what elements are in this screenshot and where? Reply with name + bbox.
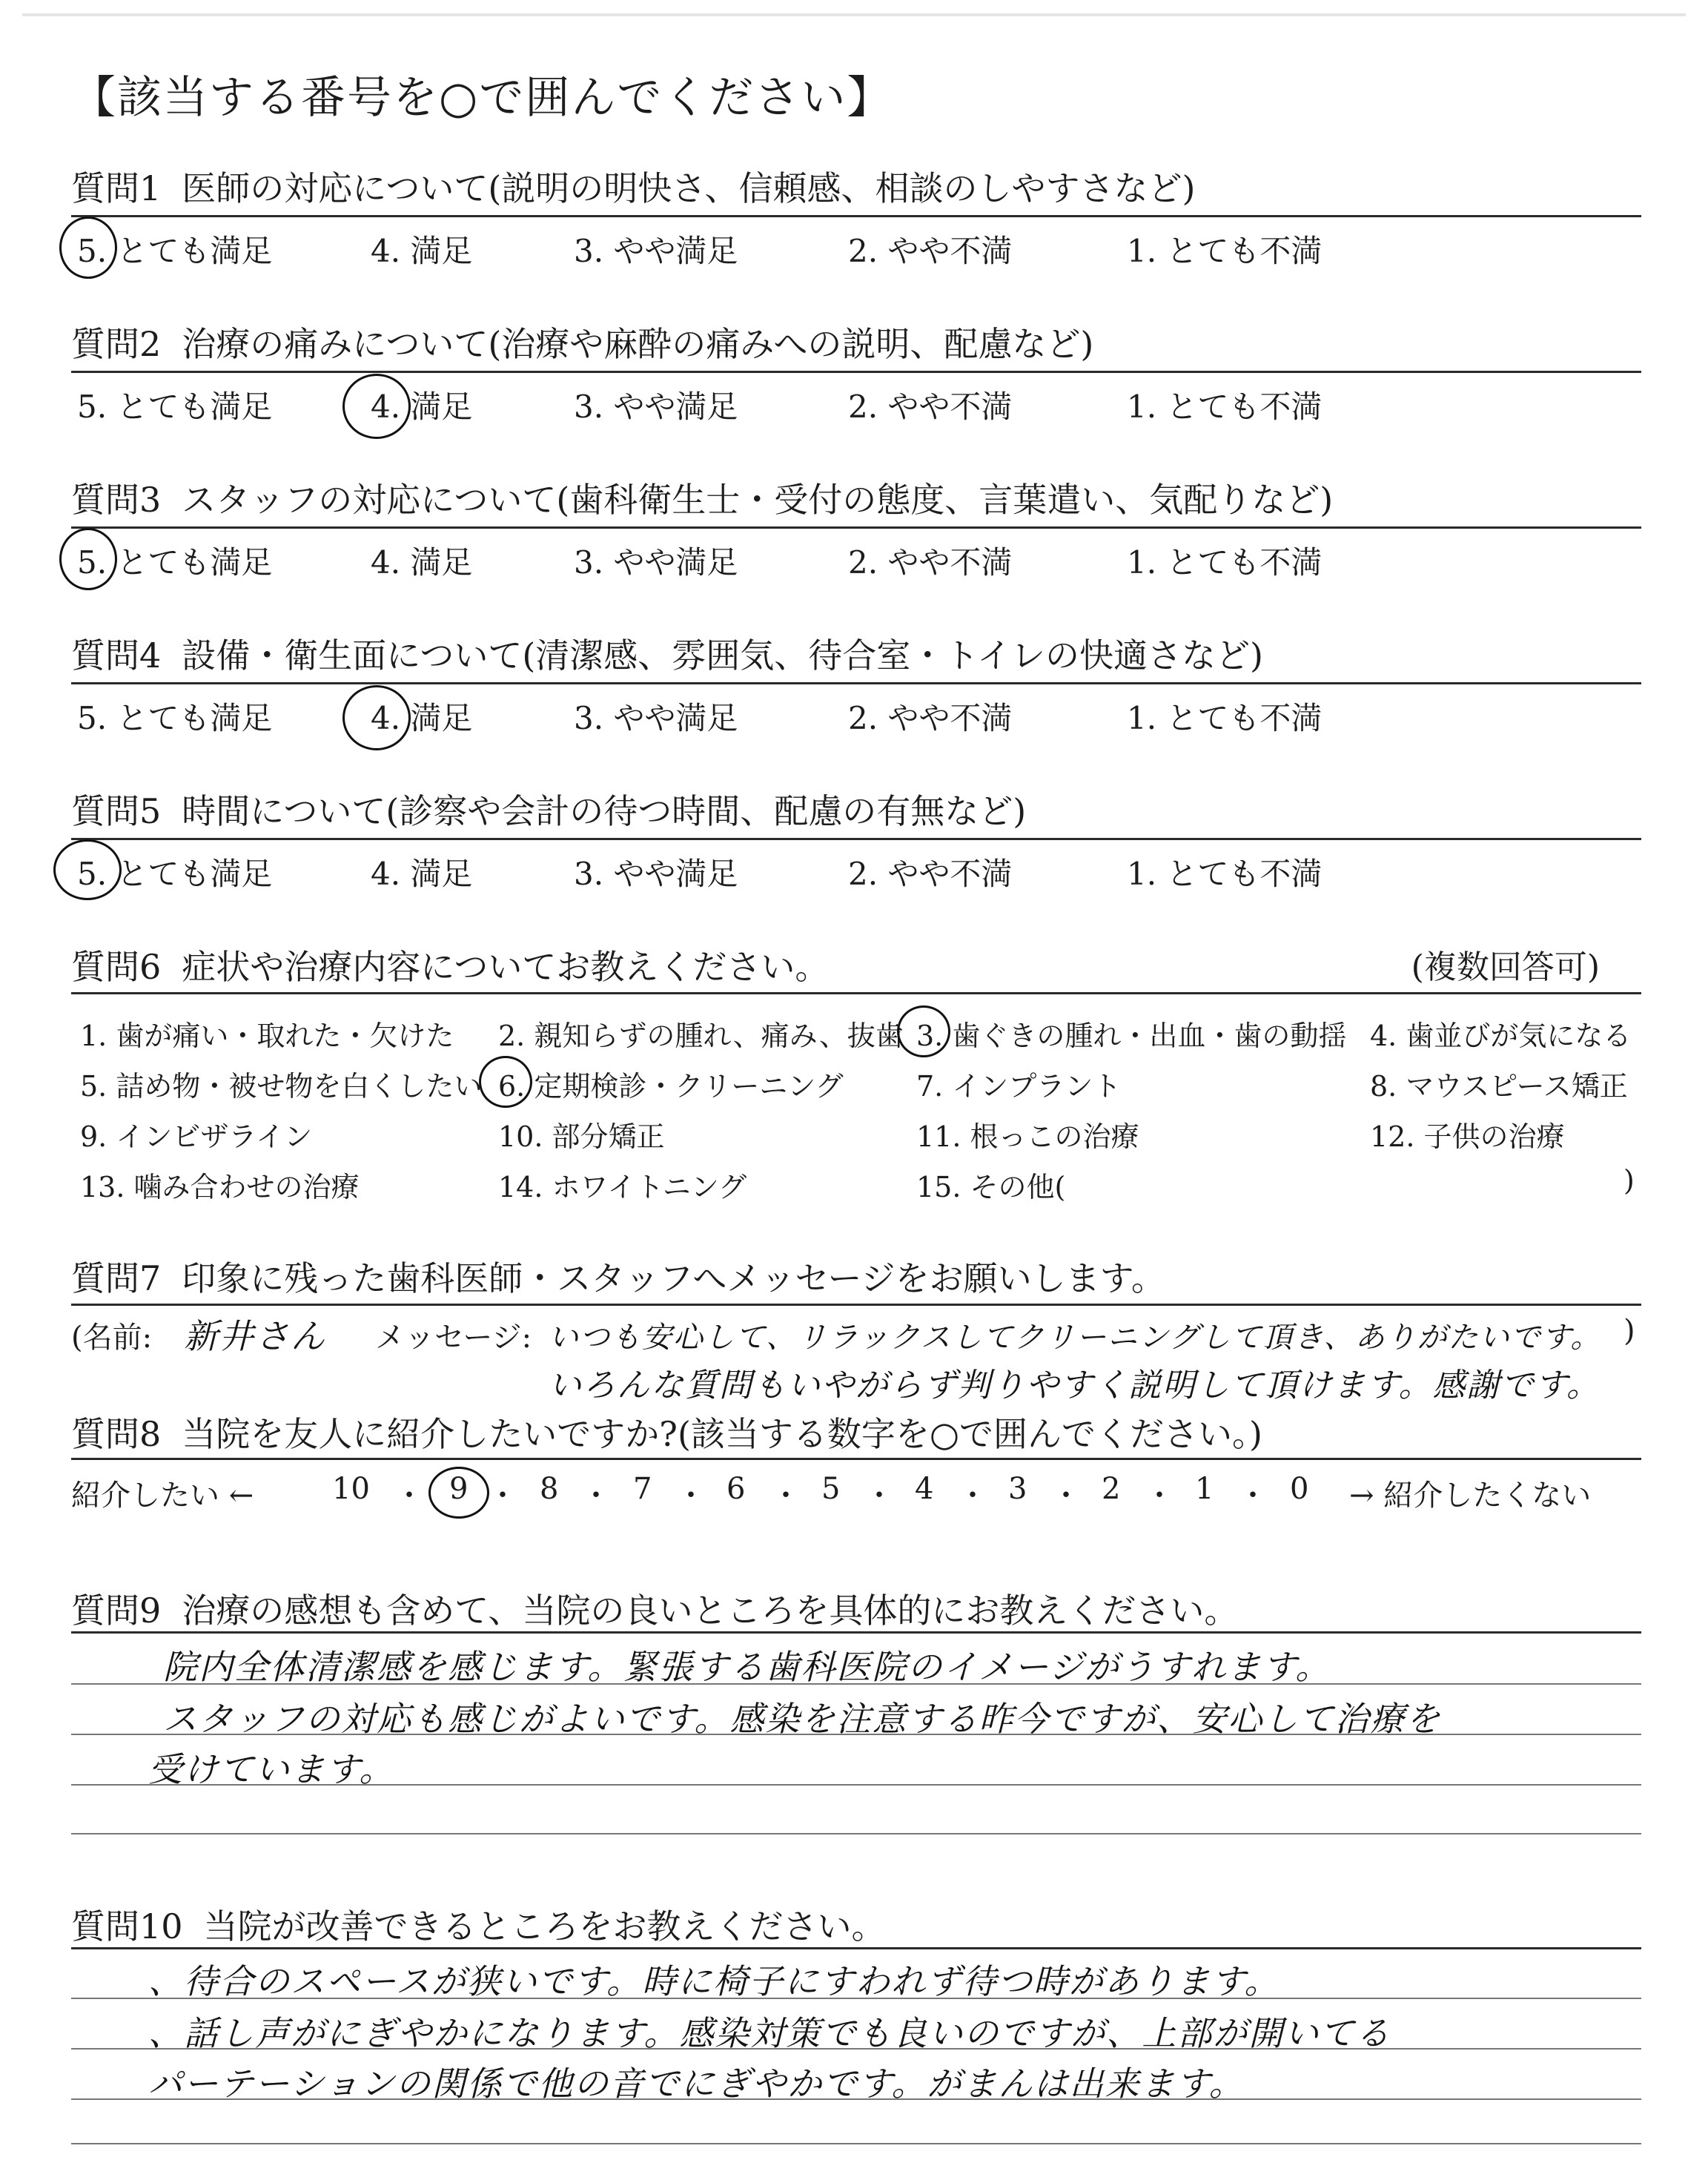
- question-number: 質問7: [71, 1258, 162, 1298]
- scale-9[interactable]: 9: [449, 1472, 469, 1506]
- q6-option-3[interactable]: 3. 歯ぐきの腫れ・出血・歯の動揺: [916, 1020, 1347, 1052]
- rating-option-1[interactable]: 1. とても不満: [1127, 544, 1323, 581]
- rating-options: [77, 694, 1634, 736]
- rating-option-5[interactable]: 5. とても満足: [77, 856, 273, 892]
- q6-option-10[interactable]: 10. 部分矯正: [498, 1120, 665, 1153]
- scale-1[interactable]: 1: [1195, 1472, 1214, 1506]
- question-rule: [71, 992, 1641, 994]
- rating-option-3[interactable]: 3. やや満足: [574, 544, 738, 581]
- q6-option-13[interactable]: 13. 噛み合わせの治療: [80, 1171, 360, 1203]
- scale-7[interactable]: 7: [633, 1472, 652, 1506]
- q9-answer-line-1[interactable]: 院内全体清潔感を感じます。緊張する歯科医院のイメージがうすれます。: [163, 1647, 1331, 1687]
- q9-answer-line-3[interactable]: 受けています。: [148, 1749, 395, 1789]
- rating-option-1[interactable]: 1. とても不満: [1127, 700, 1323, 736]
- q6-option-9[interactable]: 9. インビザライン: [80, 1120, 313, 1153]
- question-3: [71, 473, 1333, 522]
- answer-line: [71, 1833, 1641, 1834]
- question-number: 質問10: [71, 1906, 183, 1946]
- rating-option-2[interactable]: 2. やや不満: [848, 233, 1013, 269]
- rating-option-2[interactable]: 2. やや不満: [848, 856, 1013, 892]
- scale-dot: ・: [488, 1479, 517, 1513]
- page-top-border: [22, 13, 1686, 16]
- question-1: [71, 162, 1195, 211]
- question-6: [71, 940, 829, 989]
- rating-option-1[interactable]: 1. とても不満: [1127, 389, 1323, 425]
- question-text: 症状や治療内容についてお教えください。: [182, 947, 830, 987]
- message-line-1[interactable]: いつも安心して、リラックスしてクリーニングして頂き、ありがたいです。: [549, 1321, 1602, 1355]
- scale-dot: ・: [864, 1479, 894, 1513]
- name-label: (名前:: [71, 1321, 153, 1355]
- rating-option-4[interactable]: 4. 満足: [371, 700, 473, 736]
- question-9: [71, 1584, 1238, 1633]
- rating-option-3[interactable]: 3. やや満足: [574, 700, 738, 736]
- question-rule: [71, 682, 1641, 684]
- scale-dot: ・: [1238, 1479, 1268, 1513]
- scale-2[interactable]: 2: [1102, 1472, 1121, 1506]
- q10-answer-line-2[interactable]: 、話し声がにぎやかになります。感染対策でも良いのですが、上部が開いてる: [148, 2013, 1391, 2053]
- scale-dot: ・: [771, 1479, 801, 1513]
- scale-left-label: 紹介したい ←: [71, 1479, 254, 1513]
- rating-option-1[interactable]: 1. とても不満: [1127, 856, 1323, 892]
- question-rule: [71, 1304, 1641, 1306]
- rating-option-4[interactable]: 4. 満足: [371, 544, 473, 581]
- rating-option-5[interactable]: 5. とても満足: [77, 544, 273, 581]
- rating-options: [77, 850, 1634, 891]
- rating-option-5[interactable]: 5. とても満足: [77, 389, 273, 425]
- q6-option-12[interactable]: 12. 子供の治療: [1370, 1120, 1565, 1153]
- rating-option-1[interactable]: 1. とても不満: [1127, 233, 1323, 269]
- message-close-paren: ): [1623, 1314, 1635, 1348]
- scale-dot: ・: [958, 1479, 987, 1513]
- q9-answer-line-2[interactable]: スタッフの対応も感じがよいです。感染を注意する昨今ですが、安心して治療を: [163, 1699, 1442, 1739]
- scale-right-label: → 紹介したくない: [1349, 1479, 1592, 1513]
- answer-line: [71, 2143, 1641, 2144]
- question-number: 質問4: [71, 635, 162, 676]
- question-4: [71, 629, 1263, 678]
- rating-options: [77, 383, 1634, 424]
- scale-0[interactable]: 0: [1290, 1472, 1309, 1506]
- rating-option-2[interactable]: 2. やや不満: [848, 544, 1013, 581]
- rating-option-3[interactable]: 3. やや満足: [574, 233, 738, 269]
- scale-dot: ・: [1145, 1479, 1174, 1513]
- scale-6[interactable]: 6: [726, 1472, 746, 1506]
- question-number: 質問5: [71, 791, 162, 831]
- question-rule: [71, 1947, 1641, 1949]
- question-number: 質問8: [71, 1414, 162, 1454]
- rating-option-4[interactable]: 4. 満足: [371, 389, 473, 425]
- question-rule: [71, 1458, 1641, 1460]
- rating-options: [77, 538, 1634, 580]
- rating-option-4[interactable]: 4. 満足: [371, 856, 473, 892]
- question-text: 印象に残った歯科医師・スタッフへメッセージをお願いします。: [182, 1258, 1165, 1298]
- rating-option-3[interactable]: 3. やや満足: [574, 856, 738, 892]
- scale-dot: ・: [1051, 1479, 1081, 1513]
- rating-option-5[interactable]: 5. とても満足: [77, 700, 273, 736]
- question-rule: [71, 526, 1641, 529]
- question-rule: [71, 1631, 1641, 1634]
- q6-option-2[interactable]: 2. 親知らずの腫れ、痛み、抜歯: [498, 1020, 904, 1052]
- scale-3[interactable]: 3: [1008, 1472, 1027, 1506]
- message-label: メッセージ:: [375, 1321, 532, 1355]
- q6-option-8[interactable]: 8. マウスピース矯正: [1370, 1070, 1628, 1103]
- scale-dot: ・: [394, 1479, 424, 1513]
- question-text: 当院が改善できるところをお教えください。: [203, 1906, 886, 1946]
- question-text: 医師の対応について(説明の明快さ、信頼感、相談のしやすさなど): [182, 168, 1196, 208]
- rating-option-2[interactable]: 2. やや不満: [848, 389, 1013, 425]
- rating-option-4[interactable]: 4. 満足: [371, 233, 473, 269]
- question-text: 設備・衛生面について(清潔感、雰囲気、待合室・トイレの快適さなど): [182, 635, 1263, 676]
- question-text: スタッフの対応について(歯科衛生士・受付の態度、言葉遣い、気配りなど): [182, 480, 1334, 520]
- question-text: 治療の感想も含めて、当院の良いところを具体的にお教えください。: [182, 1591, 1239, 1631]
- question-number: 質問6: [71, 947, 162, 987]
- q6-option-1[interactable]: 1. 歯が痛い・取れた・欠けた: [80, 1020, 454, 1052]
- multiple-answers-hint: (複数回答可): [1411, 948, 1600, 986]
- question-number: 質問1: [71, 168, 162, 208]
- message-line-2[interactable]: いろんな質問もいやがらず判りやすく説明して頂けます。感謝です。: [549, 1367, 1601, 1404]
- question-5: [71, 785, 1026, 833]
- scale-dot: ・: [581, 1479, 611, 1513]
- q6-option-4[interactable]: 4. 歯並びが気になる: [1370, 1020, 1632, 1052]
- question-number: 質問2: [71, 324, 162, 364]
- q6-option-14[interactable]: 14. ホワイトニング: [498, 1171, 747, 1203]
- question-rule: [71, 838, 1641, 840]
- question-text: 当院を友人に紹介したいですか?(該当する数字を○で囲んでください。): [182, 1414, 1262, 1454]
- scale-8[interactable]: 8: [540, 1472, 559, 1506]
- rating-option-3[interactable]: 3. やや満足: [574, 389, 738, 425]
- q10-answer-line-3[interactable]: パーテーションの関係で他の音でにぎやかです。がまんは出来ます。: [148, 2064, 1245, 2104]
- q6-option-6[interactable]: 6. 定期検診・クリーニング: [498, 1070, 844, 1103]
- page-title: 【該当する番号を○で囲んでください】: [71, 72, 893, 124]
- q6-option-5[interactable]: 5. 詰め物・被せ物を白くしたい: [80, 1070, 483, 1103]
- q6-option-7[interactable]: 7. インプラント: [916, 1070, 1122, 1103]
- scale-dot: ・: [676, 1479, 706, 1513]
- question-2: [71, 317, 1093, 366]
- question-number: 質問3: [71, 480, 162, 520]
- scale-5[interactable]: 5: [821, 1472, 841, 1506]
- q10-answer-line-1[interactable]: 、待合のスペースが狭いです。時に椅子にすわれず待つ時があります。: [148, 1961, 1280, 2001]
- scale-10[interactable]: 10: [332, 1472, 370, 1506]
- rating-option-2[interactable]: 2. やや不満: [848, 700, 1013, 736]
- question-rule: [71, 371, 1641, 373]
- q6-option-15[interactable]: 15. その他(: [916, 1171, 1066, 1203]
- question-rule: [71, 215, 1641, 217]
- question-7: [71, 1252, 1165, 1301]
- q6-option-11[interactable]: 11. 根っこの治療: [916, 1120, 1139, 1153]
- question-text: 時間について(診察や会計の待つ時間、配慮の有無など): [182, 791, 1027, 831]
- q6-other-close-paren: ): [1623, 1164, 1635, 1197]
- question-text: 治療の痛みについて(治療や麻酔の痛みへの説明、配慮など): [182, 324, 1094, 364]
- question-8: [71, 1407, 1262, 1456]
- question-number: 質問9: [71, 1591, 162, 1631]
- rating-option-5[interactable]: 5. とても満足: [77, 233, 273, 269]
- question-10: [71, 1900, 886, 1949]
- rating-options: [77, 227, 1634, 268]
- name-value[interactable]: 新井さん: [184, 1316, 326, 1356]
- scale-4[interactable]: 4: [915, 1472, 934, 1506]
